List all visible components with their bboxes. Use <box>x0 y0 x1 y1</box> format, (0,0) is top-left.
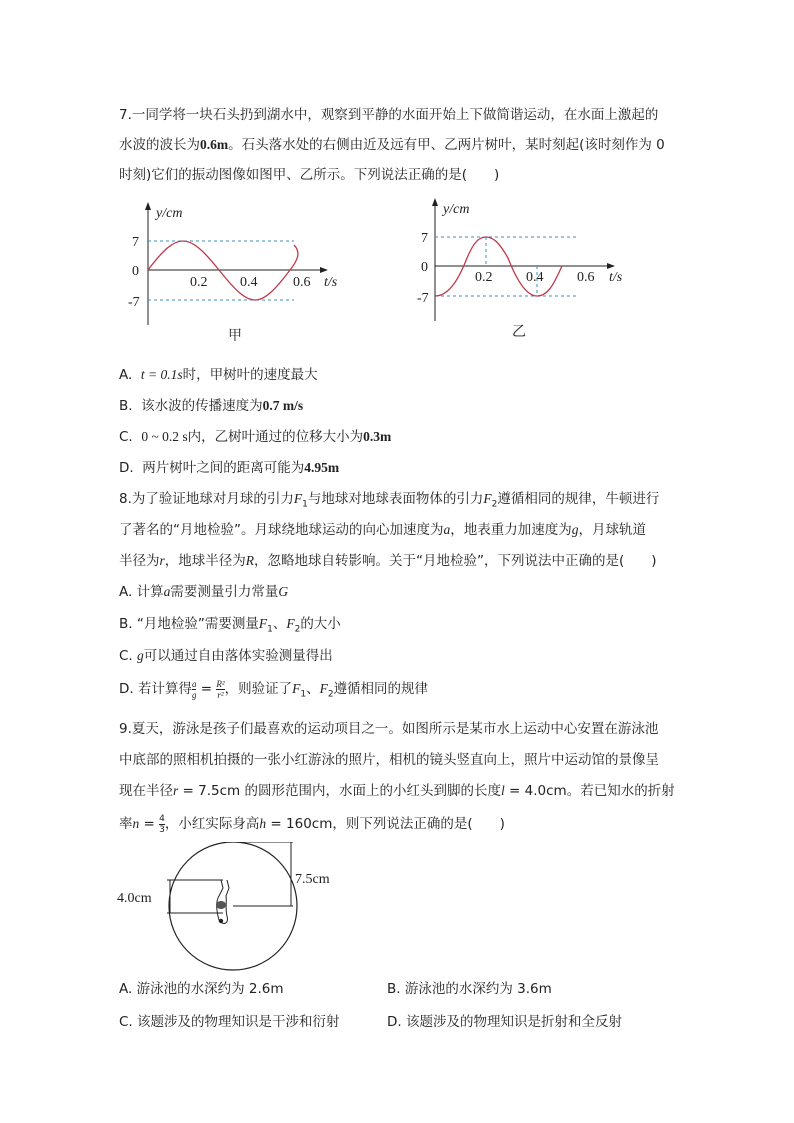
graph-yi-xtick-04: 0.4 <box>526 270 544 285</box>
fraction-a-over-g: $\frac{a}{g}$ <box>191 678 197 700</box>
q7-option-c: C. 0 ~ 0.2 s内，乙树叶通过的位移大小为0.3m <box>119 429 392 445</box>
graph-jia-x-arrow <box>320 267 328 273</box>
q9-stem-line4: 率n = $\frac{4}{3}$ ，小红实际身高h = 160cm，则下列说法正确的是( ) <box>119 813 505 835</box>
swimmer-head <box>216 901 226 909</box>
fraction-4-over-3: $\frac{4}{3}$ <box>159 813 165 835</box>
q7-option-d: D. 两片树叶之间的距离可能为4.95m <box>119 460 340 476</box>
graph-jia-xtick-02: 0.2 <box>190 275 208 290</box>
graph-yi-ytick-7: 7 <box>421 231 428 246</box>
q8-stem-line1: 8.为了验证地球对月球的引力$F_1$与地球对地球表面物体的引力$F_2$遵循相同的规律，牛顿进行 <box>119 491 660 510</box>
graph-yi-caption: 乙 <box>512 325 526 340</box>
q7-option-b: B. 该水波的传播速度为0.7 m/s <box>119 398 304 414</box>
q9-option-b: B. 游泳池的水深约为 3.6m <box>387 981 552 997</box>
q7-stem-line3: 时刻)它们的振动图像如图甲、乙所示。下列说法正确的是( ) <box>119 167 500 183</box>
q9-stem-line3: 现在半径r = 7.5cm 的圆形范围内，水面上的小红头到脚的长度l = 4.0cm。若已知水的折射 <box>119 783 675 799</box>
q8-option-a: A. 计算a需要测量引力常量G <box>119 584 289 600</box>
graph-jia-xtick-06: 0.6 <box>293 275 311 290</box>
fraction-R2-over-r2: $\frac{\text{R²}}{\text{r²}}$ <box>216 678 225 700</box>
q7-option-a: A. t = 0.1s时，甲树叶的速度最大 <box>119 367 318 383</box>
q9-option-a: A. 游泳池的水深约为 2.6m <box>119 981 284 997</box>
q8-stem-line3: 半径为r，地球半径为R，忽略地球自转影响。关于“月地检验”，下列说法中正确的是( ) <box>119 553 657 569</box>
q9-option-c: C. 该题涉及的物理知识是干涉和衍射 <box>119 1014 340 1030</box>
q8-stem-line2: 了著名的“月地检验”。月球绕地球运动的向心加速度为a，地表重力加速度为g，月球轨道 <box>119 522 646 538</box>
graph-jia <box>128 200 358 350</box>
graph-jia-xtick-04: 0.4 <box>240 275 258 290</box>
graph-yi-y-arrow <box>432 198 438 206</box>
graph-yi-xlabel: t/s <box>609 270 623 285</box>
graph-jia-y-arrow <box>145 202 151 210</box>
graph-jia-ylabel: y/cm <box>156 206 183 221</box>
wavelength-value: 0.6m <box>200 137 229 152</box>
graph-yi-x-arrow <box>607 263 615 269</box>
q8-option-c: C. g可以通过自由落体实验测量得出 <box>119 648 333 664</box>
q7-stem-line1: 7.一同学将一块石头扔到湖水中，观察到平静的水面开始上下做简谐运动，在水面上激起的 <box>119 107 659 123</box>
length-label: 4.0cm <box>117 891 152 906</box>
graph-jia-caption: 甲 <box>228 329 242 344</box>
graph-yi-xtick-02: 0.2 <box>475 270 493 285</box>
graph-jia-ytick-7: 7 <box>132 235 139 250</box>
radius-label: 7.5cm <box>295 872 330 887</box>
graph-yi-xtick-06: 0.6 <box>577 270 595 285</box>
q7-stem-line2: 水波的波长为0.6m。石头落水处的右侧由近及远有甲、乙两片树叶，某时刻起(该时刻作为 0 <box>119 137 665 153</box>
graph-yi-ylabel: y/cm <box>443 202 470 217</box>
graph-yi <box>415 196 645 346</box>
graph-jia-ytick-neg7: -7 <box>128 295 140 310</box>
graph-jia-xlabel: t/s <box>324 275 338 290</box>
q8-option-d: D. 若计算得 $\frac{a}{g}$ = $\frac{\text{R²}}{\text{r²}}$ ，则验证了$F_1$、$F_2$遵循相同的规律 <box>119 678 429 700</box>
q8-option-b: B. “月地检验”需要测量$F_1$、$F_2$的大小 <box>119 616 341 635</box>
swimmer-foot <box>219 919 223 923</box>
q9-stem-line2: 中底部的照相机拍摄的一张小红游泳的照片，相机的镜头竖直向上，照片中运动馆的景像呈 <box>119 752 659 768</box>
swimming-pool-figure <box>115 842 345 972</box>
q9-stem-line1: 9.夏天，游泳是孩子们最喜欢的运动项目之一。如图所示是某市水上运动中心安置在游泳池 <box>119 721 659 737</box>
graph-yi-ytick-0: 0 <box>421 260 428 275</box>
graph-jia-ytick-0: 0 <box>132 264 139 279</box>
graph-yi-ytick-neg7: -7 <box>417 291 429 306</box>
q9-option-d: D. 该题涉及的物理知识是折射和全反射 <box>387 1014 622 1030</box>
